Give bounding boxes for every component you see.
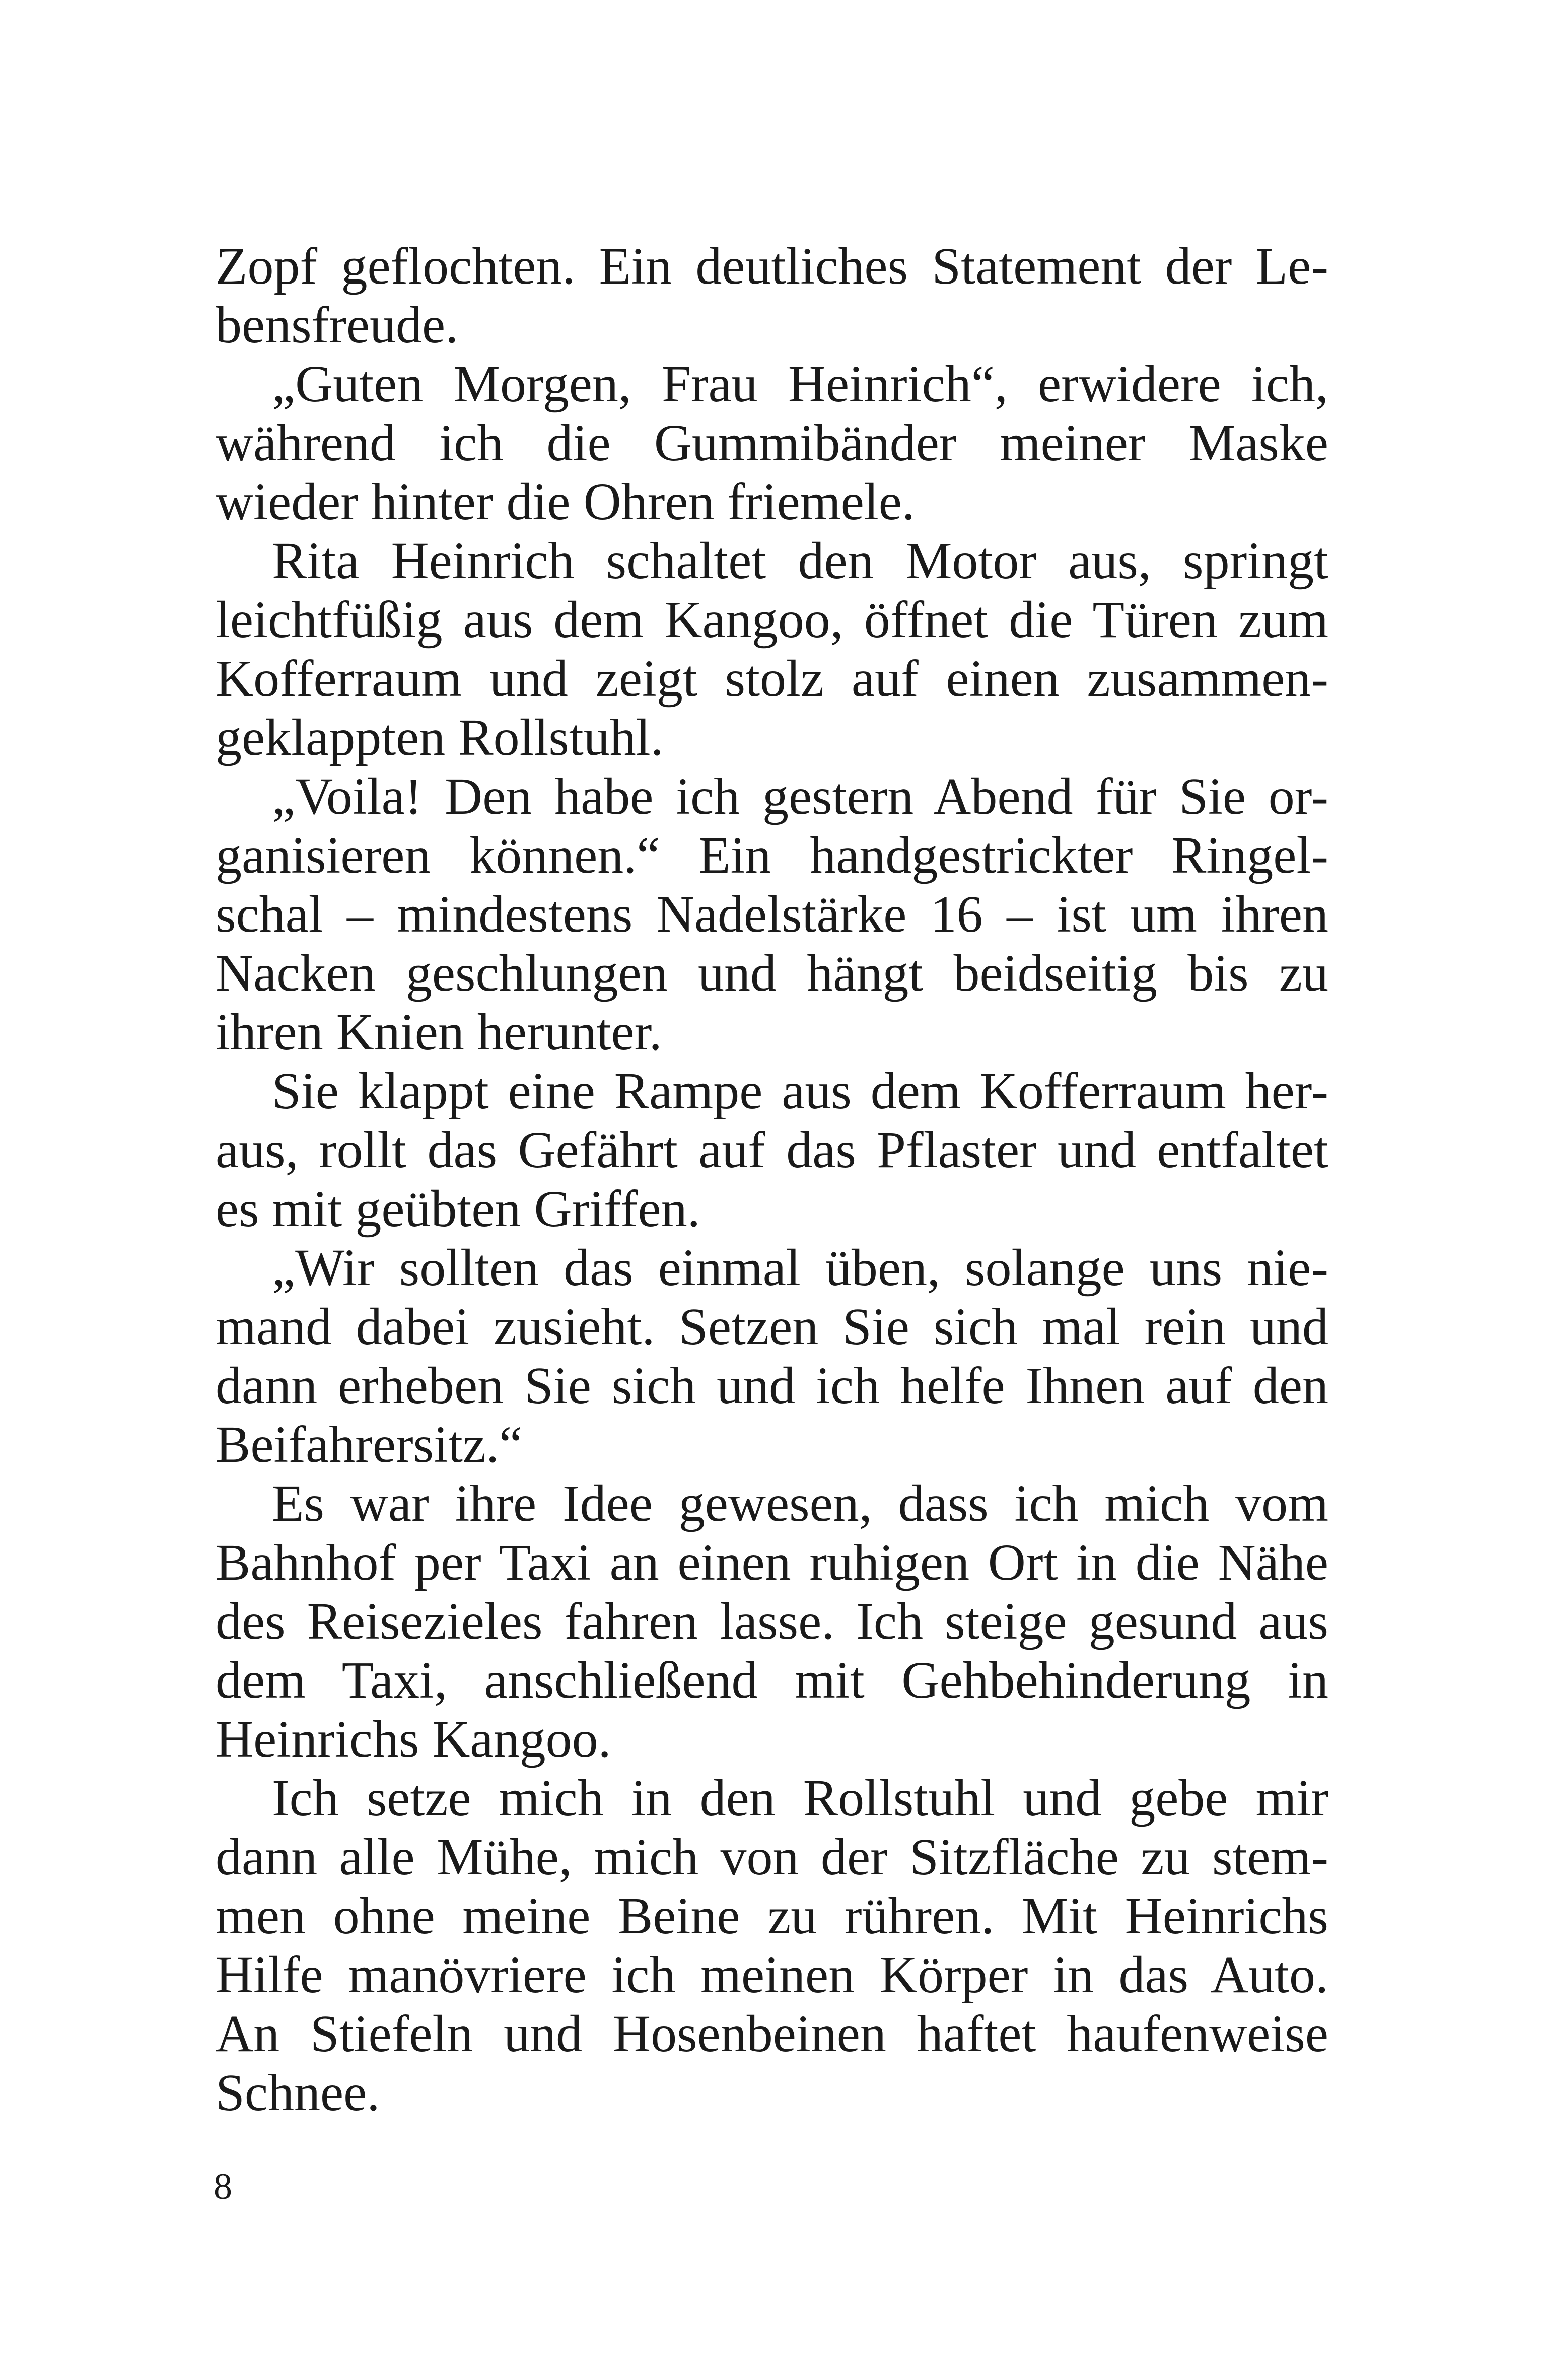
text-line: ganisieren können.“ Ein handgestrickter Ringel-	[216, 826, 1328, 884]
text-line: Heinrichs Kangoo.	[216, 1710, 611, 1768]
text-line: geklappten Rollstuhl.	[216, 709, 664, 766]
text-line: „Voila! Den habe ich gestern Abend für Sie or-	[272, 767, 1328, 825]
text-line: des Reisezieles fahren lasse. Ich steige gesund aus	[216, 1592, 1328, 1650]
text-line: Rita Heinrich schaltet den Motor aus, springt	[272, 532, 1328, 590]
text-line: leichtfüßig aus dem Kangoo, öffnet die Türen zum	[216, 591, 1328, 649]
text-line: Beifahrersitz.“	[216, 1416, 523, 1474]
text-line: Schnee.	[216, 2064, 380, 2122]
text-line: Ich setze mich in den Rollstuhl und gebe mir	[272, 1769, 1328, 1827]
text-line: dann erheben Sie sich und ich helfe Ihnen auf den	[216, 1357, 1328, 1415]
text-line: ihren Knien herunter.	[216, 1003, 662, 1061]
text-line: aus, rollt das Gefährt auf das Pflaster und entfaltet	[216, 1121, 1328, 1179]
text-line: Sie klappt eine Rampe aus dem Kofferraum her-	[272, 1062, 1328, 1120]
text-line: men ohne meine Beine zu rühren. Mit Heinrichs	[216, 1887, 1328, 1945]
text-line: Es war ihre Idee gewesen, dass ich mich vom	[272, 1475, 1328, 1532]
text-line: Kofferraum und zeigt stolz auf einen zusammen-	[216, 650, 1328, 708]
text-line: An Stiefeln und Hosenbeinen haftet haufenweise	[216, 2005, 1328, 2063]
text-line: „Wir sollten das einmal üben, solange uns nie-	[272, 1239, 1328, 1297]
text-line: Zopf geflochten. Ein deutliches Statement der Le-	[216, 237, 1328, 295]
text-line: schal – mindestens Nadelstärke 16 – ist um ihren	[216, 885, 1328, 943]
text-line: während ich die Gummibänder meiner Maske	[216, 414, 1328, 472]
text-line: wieder hinter die Ohren friemele.	[216, 473, 915, 531]
page-number: 8	[214, 2166, 232, 2207]
text-line: dem Taxi, anschließend mit Gehbehinderung in	[216, 1651, 1328, 1709]
text-line: Hilfe manövriere ich meinen Körper in das Auto.	[216, 1946, 1328, 2004]
body-text	[216, 237, 1328, 2122]
text-line: es mit geübten Griffen.	[216, 1180, 700, 1238]
text-line: Nacken geschlungen und hängt beidseitig bis zu	[216, 944, 1328, 1002]
text-line: Bahnhof per Taxi an einen ruhigen Ort in die Nähe	[216, 1533, 1328, 1591]
text-line: mand dabei zusieht. Setzen Sie sich mal rein und	[216, 1298, 1328, 1356]
text-line: „Guten Morgen, Frau Heinrich“, erwidere ich,	[272, 355, 1328, 413]
text-line: dann alle Mühe, mich von der Sitzfläche zu stem-	[216, 1828, 1328, 1886]
text-line: bensfreude.	[216, 296, 459, 354]
